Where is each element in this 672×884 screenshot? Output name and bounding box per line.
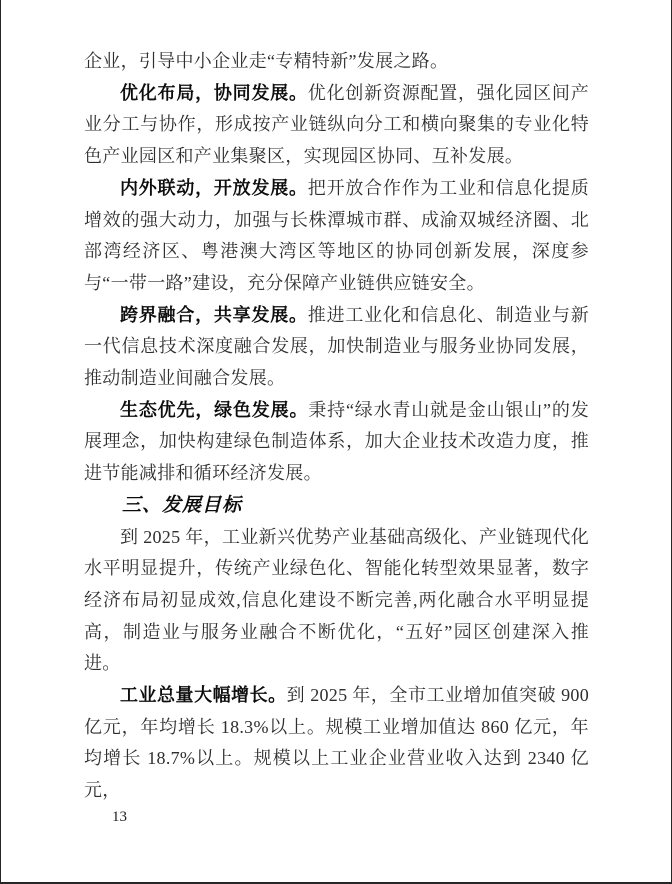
paragraph-lead: 优化布局，协同发展。 bbox=[120, 82, 308, 103]
paragraph-principle-2 bbox=[84, 173, 589, 300]
paragraph-goal-growth bbox=[84, 680, 589, 807]
paragraph-principle-1 bbox=[84, 78, 589, 173]
section-heading: 三、发展目标 bbox=[122, 494, 243, 516]
paragraph-text: 把开放合作作为工业和信息化提质增效的强大动力，加强与长株潭城市群、成渝双城经济圈、北部湾经济区、粤港澳大湾区等地区的协同创新发展，深度参与“一带一路”建设，充分保障产业链供应链安全。 bbox=[84, 177, 590, 293]
paragraph-lead: 跨界融合，共享发展。 bbox=[120, 304, 308, 325]
paragraph-principle-3 bbox=[84, 300, 589, 395]
paragraph-goal-intro bbox=[84, 522, 589, 681]
page-number: 13 bbox=[112, 809, 127, 825]
paragraph-text: 秉持“绿水青山就是金山银山”的发展理念，加快构建绿色制造体系，加大企业技术改造力度，推进节能减排和循环经济发展。 bbox=[84, 399, 590, 484]
paragraph-text: 到 2025 年，工业新兴优势产业基础高级化、产业链现代化水平明显提升，传统产业绿色化、智能化转型效果显著，数字经济布局初显成效,信息化建设不断完善,两化融合水平明显提高，制造业与服务业融合不断优化，“五好”园区创建深入推进。 bbox=[84, 526, 589, 674]
paragraph-lead: 内外联动，开放发展。 bbox=[120, 177, 308, 198]
paragraph-text: 优化创新资源配置，强化园区间产业分工与协作，形成按产业链纵向分工和横向聚集的专业化特色产业园区和产业集聚区，实现园区协同、互补发展。 bbox=[84, 82, 590, 167]
paragraph-text: 到 2025 年，全市工业增加值突破 900 亿元，年均增长 18.3%以上。规模工业增加值达 860 亿元，年均增长 18.7%以上。规模以上工业企业营业收入达到 2340 亿元， bbox=[84, 685, 589, 801]
paragraph-lead: 生态优先，绿色发展。 bbox=[120, 399, 309, 420]
paragraph-continuation bbox=[84, 46, 589, 78]
paragraph-text: 推进工业化和信息化、制造业与新一代信息技术深度融合发展，加快制造业与服务业协同发展，推动制造业间融合发展。 bbox=[84, 304, 590, 389]
paragraph-text: 企业，引导中小企业走“专精特新”发展之路。 bbox=[84, 51, 449, 71]
page-content bbox=[84, 46, 589, 807]
paragraph-principle-4 bbox=[84, 395, 589, 490]
paragraph-lead: 工业总量大幅增长。 bbox=[120, 685, 287, 706]
